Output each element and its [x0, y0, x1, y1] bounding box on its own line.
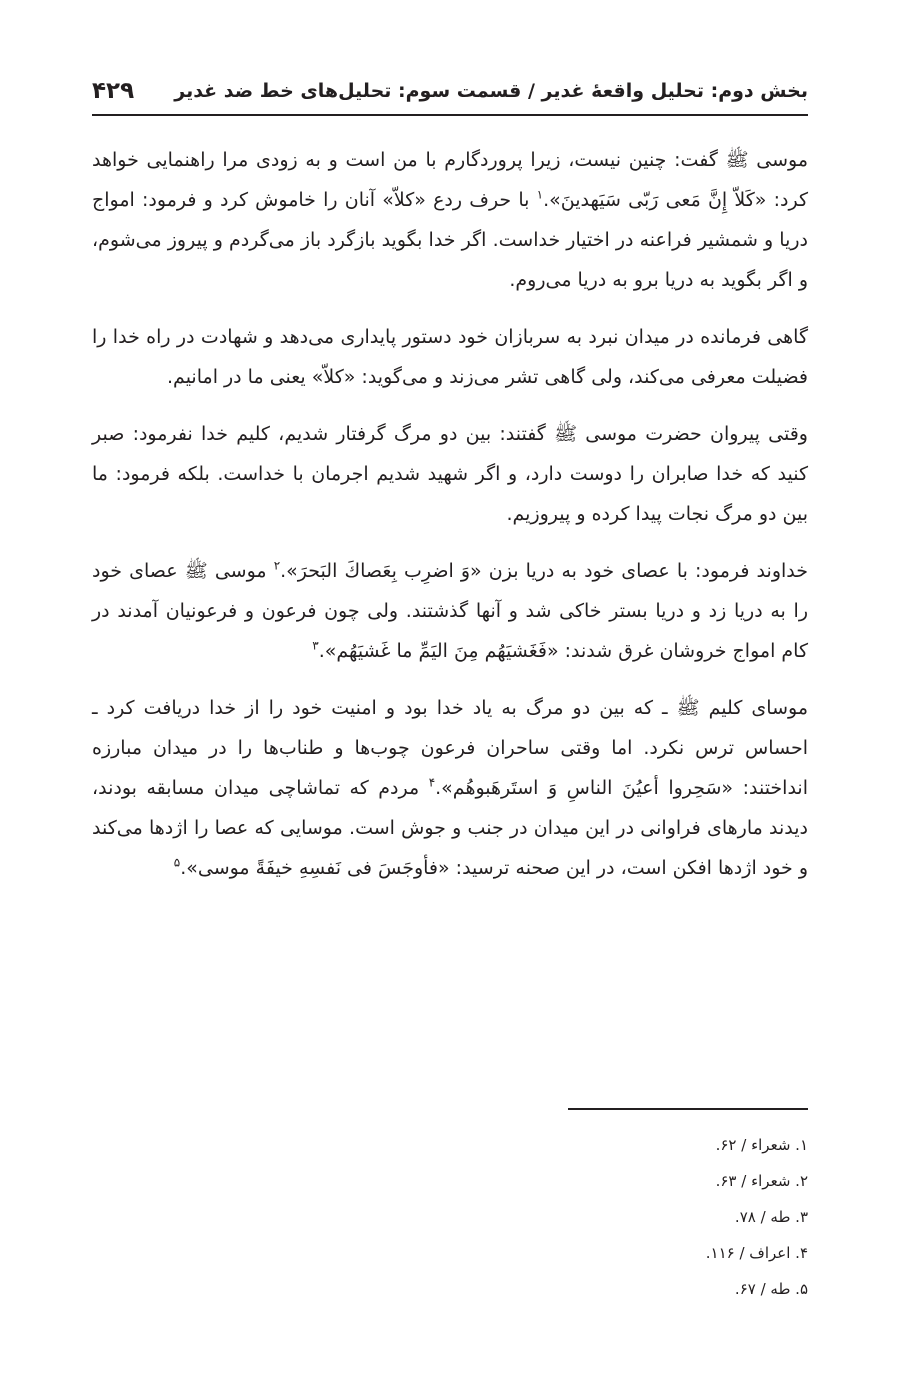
footnote-ref: ۴ [428, 775, 436, 790]
paragraph-3 [92, 414, 808, 534]
paragraph-text: با حرف ردع «کلاّ» آنان را خاموش کرد و فرمود: امواج دریا و شمشیر فراعنه در اختیار خداست. اگر خدا بگوید بازگرد باز می‌گردم و پیروز می‌شوم، و اگر بگوید به دریا برو به دریا می‌روم. [92, 189, 808, 291]
footnotes [520, 1127, 808, 1307]
running-header [92, 68, 808, 116]
paragraph-2 [92, 317, 808, 397]
paragraph-4 [92, 551, 808, 671]
paragraph-1 [92, 140, 808, 300]
paragraph-text: موسی ﷺ عصای خود را به دریا زد و دریا بستر خاکی شد و آنها گذشتند. ولی چون فرعون و فرعونیان آمدند در کام امواج خروشان غرق شدند: «فَغَشیَهُم مِنَ الیَمِّ ما غَشیَهُم». [92, 560, 808, 662]
paragraph-text: مردم که تماشاچی میدان مسابقه بودند، دیدند مارهای فراوانی در این میدان در جنب و جوش است. موسایی که عصا را اژدها می‌کند و خود اژدها افکن است، در این صحنه ترسید: «فأوجَسَ فی نَفسِهِ خیفَةً موسی». [92, 777, 808, 879]
footnote-divider [568, 1108, 808, 1110]
paragraph-5 [92, 688, 808, 888]
footnote-2: ۲. شعراء / ۶۳. [715, 1172, 808, 1190]
paragraph-text: موسای کلیم ﷺ ـ که بین دو مرگ به یاد خدا بود و امنیت خود را از خدا دریافت کرد ـ احساس ترس نکرد. اما وقتی ساحران فرعون چوب‌ها و طناب‌ها را در میدان مبارزه انداختند: «سَحِروا أعیُنَ الناسِ وَ استَرهَبوهُم». [92, 697, 808, 799]
footnote-ref: ۵ [173, 855, 181, 870]
footnote-ref: ۱ [536, 187, 544, 202]
footnote-ref: ۳ [312, 638, 319, 653]
main-text [92, 140, 808, 905]
footnote-5: ۵. طه / ۶۷. [734, 1280, 808, 1298]
footnote-1: ۱. شعراء / ۶۲. [715, 1136, 808, 1154]
footnote-3: ۳. طه / ۷۸. [734, 1208, 808, 1226]
paragraph-text: موسی ﷺ گفت: چنین نیست، زیرا پروردگارم با من است و به زودی مرا راهنمایی خواهد کرد: «كَلاّ إِنَّ مَعی رَبّی سَیَهدینَ». [92, 149, 808, 211]
paragraph-text: وقتی پیروان حضرت موسی ﷺ گفتند: بین دو مرگ گرفتار شدیم، کلیم خدا نفرمود: صبر کنید که خدا صابران را دوست دارد، و اگر شهید شدیم اجرمان با خداست. بلکه فرمود: ما بین دو مرگ نجات پیدا کرده و پیروزیم. [92, 423, 808, 525]
paragraph-text: خداوند فرمود: با عصای خود به دریا بزن «وَ اضرِب بِعَصاكَ البَحرَ». [280, 560, 808, 582]
page-number: ۴۲۹ [92, 78, 135, 104]
paragraph-text: گاهی فرمانده در میدان نبرد به سربازان خود دستور پایداری می‌دهد و شهادت در راه خدا را فضیلت معرفی می‌کند، ولی گاهی تشر می‌زند و می‌گوید: «کلاّ» یعنی ما در امانیم. [92, 326, 808, 388]
footnote-4: ۴. اعراف / ۱۱۶. [705, 1244, 808, 1262]
header-title: بخش دوم: تحلیل واقعهٔ غدیر / قسمت سوم: تحلیل‌های خط ضد غدیر [174, 80, 808, 102]
footnote-ref: ۲ [273, 558, 281, 573]
